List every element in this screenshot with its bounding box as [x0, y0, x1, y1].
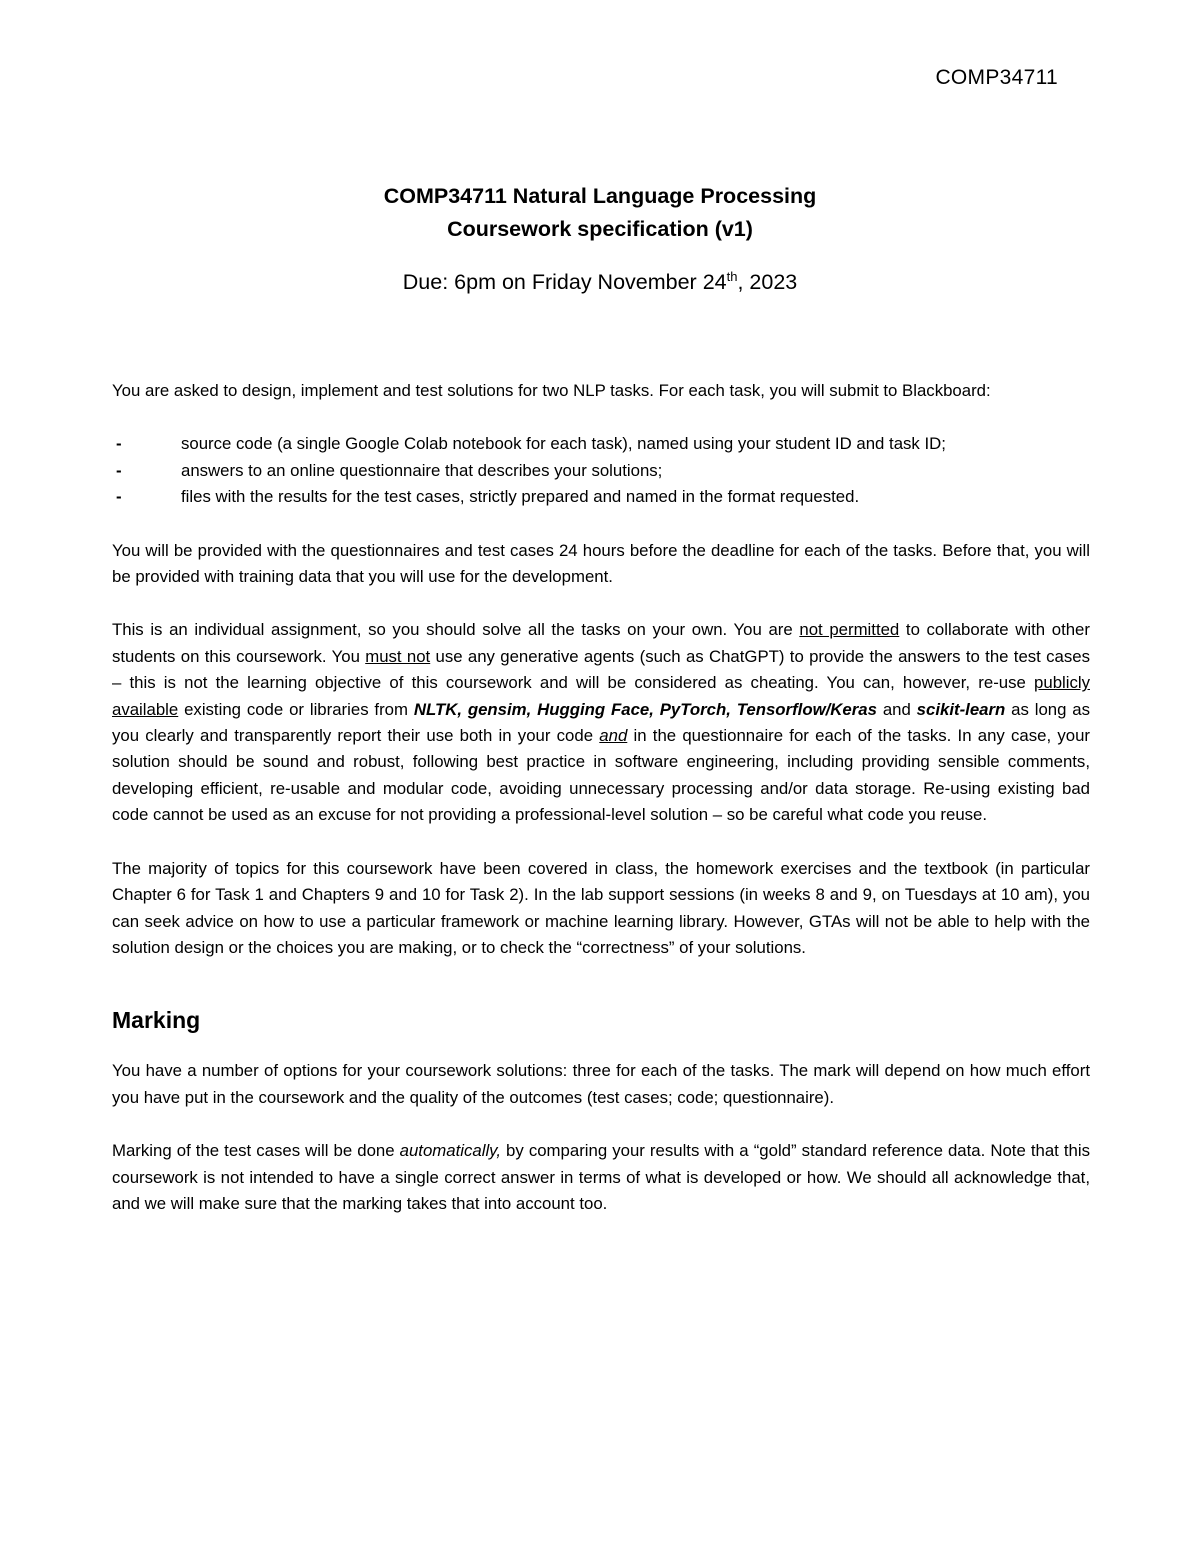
list-item-text: source code (a single Google Colab notebook for each task), named using your student ID and task ID;: [181, 434, 946, 454]
due-date-text: Due: 6pm on Friday November 24: [402, 270, 727, 294]
submission-list: [112, 431, 1090, 510]
document-title: COMP34711 Natural Language Processing: [383, 184, 817, 208]
text-run: by comparing your results with a “gold” standard reference data. Note that this coursework is not intended to have a single correct answer in terms of what is developed or how. We should all acknowledge that, and we will make sure that the marking takes that into account too.: [112, 1141, 1090, 1213]
due-date-year: , 2023: [737, 270, 798, 294]
due-date-ordinal: th: [726, 269, 738, 284]
topics-paragraph: The majority of topics for this coursework have been covered in class, the homework exercises and the textbook (in particular Chapter 6 for Task 1 and Chapters 9 and 10 for Task 2). In the lab support sessions (in weeks 8 and 9, on Tuesdays at 10 am), you can seek advice on how to use a particular framework or machine learning library. However, GTAs will not be able to help with the solution design or the choices you are making, or to check the “correctness” of your solutions.: [112, 858, 1090, 957]
document-subtitle: Coursework specification (v1): [447, 217, 753, 241]
text-run: to collaborate with other students on this coursework. You: [112, 620, 1090, 666]
underlined-text: must not: [365, 646, 431, 666]
text-run: This is an individual assignment, so you should solve all the tasks on your own. You are: [112, 620, 800, 640]
intro-paragraph: You are asked to design, implement and test solutions for two NLP tasks. For each task, you will submit to Blackboard:: [112, 381, 991, 400]
bullet-marker: -: [116, 434, 122, 454]
section-heading-marking: Marking: [112, 1007, 201, 1034]
library-names: NLTK, gensim, Hugging Face, PyTorch, Tensorflow/Keras: [413, 699, 877, 719]
list-item-text: answers to an online questionnaire that describes your solutions;: [181, 460, 663, 480]
text-run: and: [876, 699, 917, 719]
list-item: [112, 458, 1090, 484]
underlined-italic-text: and: [599, 726, 628, 746]
title-block: [0, 180, 1200, 297]
due-date: [0, 267, 1200, 297]
marking-paragraph-1: You have a number of options for your coursework solutions: three for each of the tasks. The mark will depend on how much effort you have put in the coursework and the quality of the outcomes (test cases; code; questionnaire).: [112, 1061, 1090, 1107]
provided-paragraph: You will be provided with the questionnaires and test cases 24 hours before the deadline for each of the tasks. Before that, you will be provided with training data that you will use for the development.: [112, 540, 1090, 587]
bullet-marker: -: [116, 487, 122, 507]
document-body: [112, 378, 1090, 1244]
library-name: scikit-learn: [916, 699, 1006, 719]
running-header: COMP34711: [935, 66, 1058, 89]
text-run: as long as you clearly and transparently report their use both in your code: [112, 699, 1091, 746]
bullet-marker: -: [116, 460, 122, 480]
list-item: [112, 431, 1090, 457]
italic-text: automatically,: [399, 1141, 501, 1161]
underlined-text: not permitted: [799, 620, 900, 640]
list-item-text: files with the results for the test cases, strictly prepared and named in the format requested.: [181, 487, 860, 507]
marking-paragraph-2: [112, 1138, 1090, 1217]
text-run: in the questionnaire for each of the tasks. In any case, your solution should be sound and robust, following best practice in software engineering, including providing sensible comments, developing efficient, re-usable and modular code, avoiding unnecessary processing and/or data storage. Re-using existing bad code cannot be used as an excuse for not providing a professional-level solution – so be careful what code you reuse.: [112, 726, 1091, 825]
text-run: existing code or libraries from: [178, 699, 414, 719]
list-item: [112, 484, 1090, 510]
individual-assignment-paragraph: [112, 617, 1090, 828]
text-run: Marking of the test cases will be done: [112, 1141, 400, 1161]
underlined-text: publicly available: [112, 673, 1090, 719]
text-run: use any generative agents (such as ChatGPT) to provide the answers to the test cases – this is not the learning objective of this coursework and will be considered as cheating. You can, however, re-use: [112, 646, 1090, 693]
